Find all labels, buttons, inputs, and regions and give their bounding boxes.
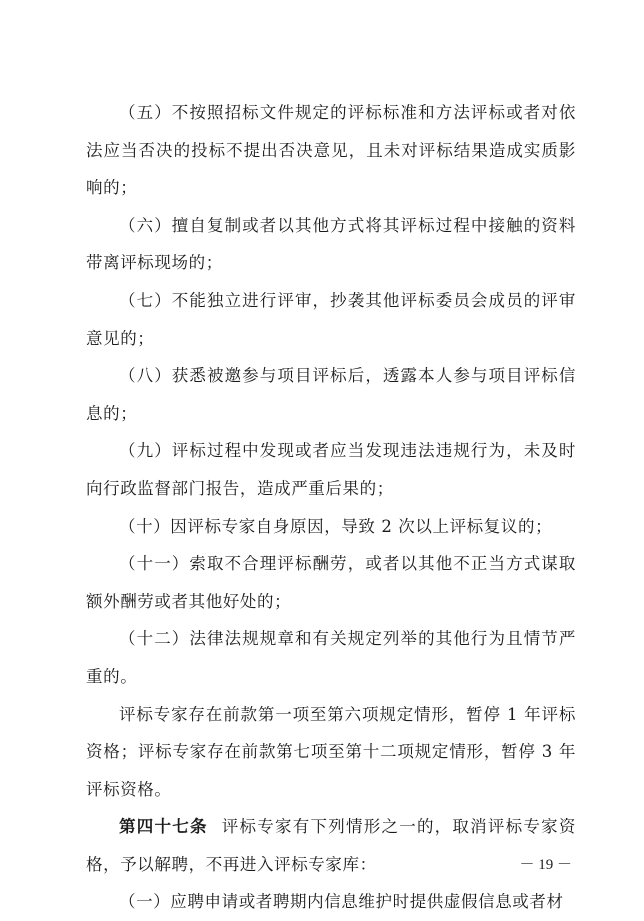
suspension-paragraph: 评标专家存在前款第一项至第六项规定情形，暂停 1 年评标资格；评标专家存在前款第七项至第十二项规定情形，暂停 3 年评标资格。 <box>86 704 576 799</box>
article-text: 评标专家有下列情形之一的，取消评标专家资格，予以解聘，不再进入评标专家库： <box>86 817 577 874</box>
clause-5: （五）不按照招标文件规定的评标标准和方法评标或者对依法应当否决的投标不提出否决意见，且未对评标结果造成实质影响的； <box>86 103 576 198</box>
clause-6: （六）擅自复制或者以其他方式将其评标过程中接触的资料带离评标现场的； <box>86 215 576 273</box>
clause-10: （十）因评标专家自身原因，导致 2 次以上评标复议的； <box>119 516 553 536</box>
page-number: － 19 － <box>519 857 572 873</box>
clause-11: （十一）索取不合理评标酬劳，或者以其他不正当方式谋取额外酬劳或者其他好处的； <box>86 554 576 611</box>
clause-7: （七）不能独立进行评审，抄袭其他评标委员会成员的评审意见的； <box>86 290 576 348</box>
article-47-clause-1: （一）应聘申请或者聘期内信息维护时提供虚假信息或者材 <box>119 892 564 912</box>
document-body <box>86 94 576 921</box>
clause-8: （八）获悉被邀参与项目评标后，透露本人参与项目评标信息的； <box>86 366 576 423</box>
clause-9: （九）评标过程中发现或者应当发现违法违规行为，未及时向行政监督部门报告，造成严重后果的； <box>86 441 576 498</box>
clause-12: （十二）法律法规规章和有关规定列举的其他行为且情节严重的。 <box>86 629 576 686</box>
article-number: 第四十七条 <box>119 817 208 837</box>
